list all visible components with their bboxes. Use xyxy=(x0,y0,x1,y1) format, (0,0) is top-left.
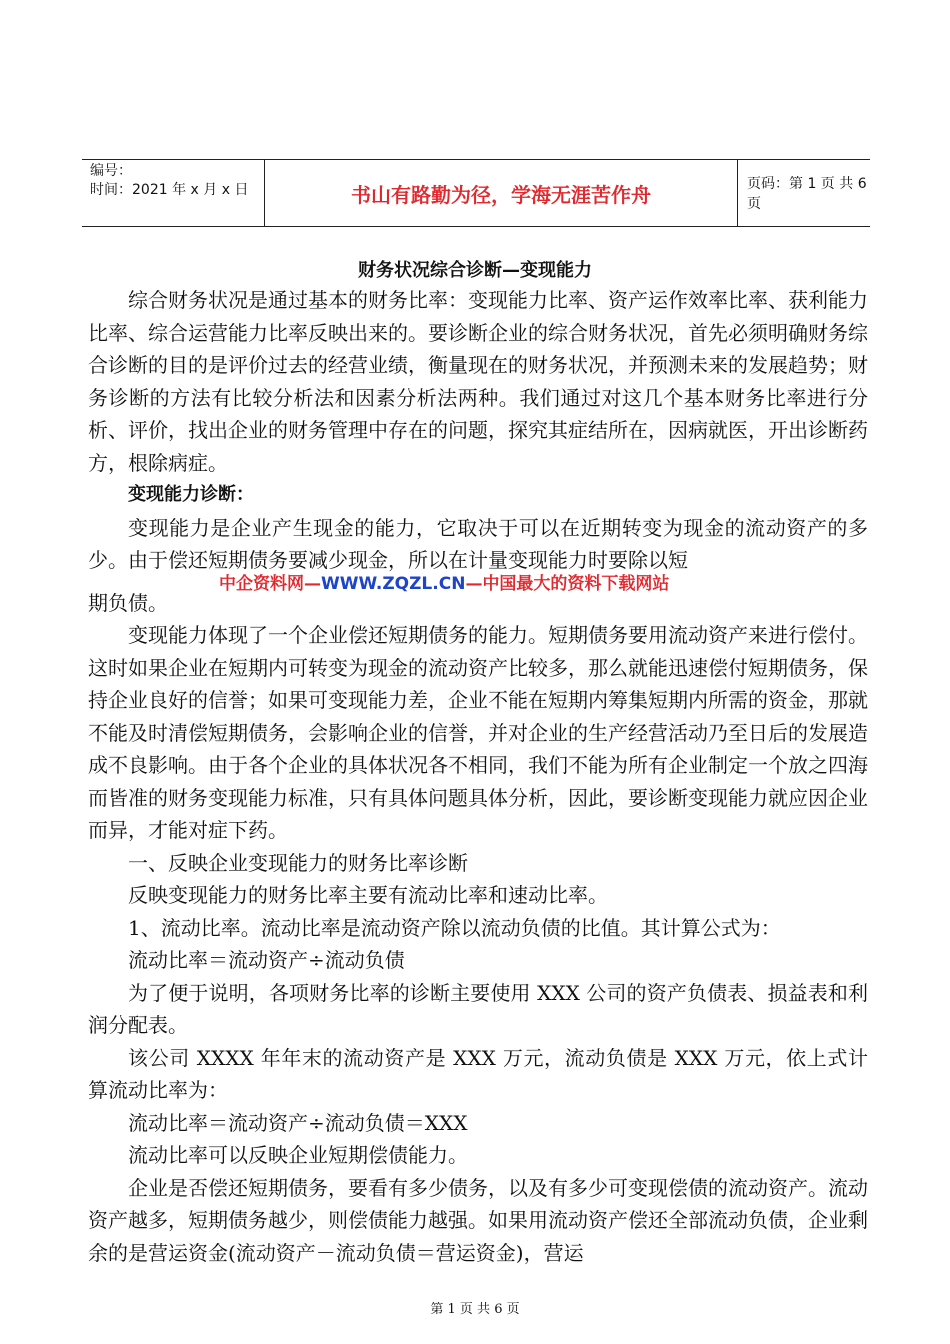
paragraph-current-ratio: 1、流动比率。流动比率是流动资产除以流动负债的比值。其计算公式为： xyxy=(128,915,781,940)
paragraph-short-term: 流动比率可以反映企业短期偿债能力。 xyxy=(128,1143,468,1167)
paragraph-ratios: 反映变现能力的财务比率主要有流动比率和速动比率。 xyxy=(128,883,608,907)
banner-url[interactable]: WWW.ZQZL.CN xyxy=(321,574,466,594)
document-body xyxy=(88,284,868,1269)
header-left-cell xyxy=(82,160,264,226)
paragraph-liquidity-def: 变现能力是企业产生现金的能力，它取决于可以在近期转变为现金的流动资产的多少。由于偿还短期债务要减少现金，所以在计量变现能力时要除以短 xyxy=(88,515,868,572)
paragraph-intro: 综合财务状况是通过基本的财务比率：变现能力比率、资产运作效率比率、获利能力比率、综合运营能力比率反映出来的。要诊断企业的综合财务状况，首先必须明确财务综合诊断的目的是评价过去的经营业绩，衡量现在的财务状况，并预测未来的发展趋势；财务诊断的方法有比较分析法和因素分析法两种。我们通过对这几个基本财务比率进行分析、评价，找出企业的财务管理中存在的问题，探究其症结所在，因病就医，开出诊断药方，根除病症。 xyxy=(88,288,868,475)
banner-dash: — xyxy=(304,574,321,594)
formula-current-ratio: 流动比率＝流动资产÷流动负债 xyxy=(128,948,405,972)
page-info: 页码：第 1 页 共 6 页 xyxy=(747,176,867,212)
paragraph-working-capital: 企业是否偿还短期债务，要看有多少债务，以及有多少可变现偿债的流动资产。流动资产越多，短期债务越少，则偿债能力越强。如果用流动资产偿还全部流动负债，企业剩余的是营运资金(流动资产－流动负债＝营运资金)，营运 xyxy=(88,1175,868,1265)
formula-current-ratio-result: 流动比率＝流动资产÷流动负债＝XXX xyxy=(128,1110,468,1135)
motto: 书山有路勤为径，学海无涯苦作舟 xyxy=(264,160,738,226)
serial-label: 编号： xyxy=(90,163,132,179)
paragraph-liquidity-ability: 变现能力体现了一个企业偿还短期债务的能力。短期债务要用流动资产来进行偿付。这时如果企业在短期内可转变为现金的流动资产比较多，那么就能迅速偿付短期债务，保持企业良好的信誉；如果可变现能力差，企业不能在短期内筹集短期内所需的资金，那就不能及时清偿短期债务，会影响企业的信誉，并对企业的生产经营活动乃至日后的发展造成不良影响。由于各个企业的具体状况各不相同，我们不能为所有企业制定一个放之四海而皆准的财务变现能力标准，只有具体问题具体分析，因此，要诊断变现能力就应因企业而异，才能对症下药。 xyxy=(88,623,868,842)
header-table xyxy=(82,159,870,227)
paragraph-explanation: 为了便于说明，各项财务比率的诊断主要使用 XXX 公司的资产负债表、损益表和利润分配表。 xyxy=(88,980,868,1037)
paragraph-company-data: 该公司 XXXX 年年末的流动资产是 XXX 万元，流动负债是 XXX 万元，依上式计算流动比率为： xyxy=(88,1045,868,1102)
banner-tagline: —中国最大的资料下载网站 xyxy=(465,574,670,594)
section-subheading: 变现能力诊断： xyxy=(128,484,254,505)
page-footer: 第 1 页 共 6 页 xyxy=(430,1302,520,1317)
banner-site-name: 中企资料网 xyxy=(219,574,304,594)
time-label: 时间：2021 年 x 月 x 日 xyxy=(90,182,249,198)
paragraph-section-one: 一、反映企业变现能力的财务比率诊断 xyxy=(128,850,468,875)
document-title: 财务状况综合诊断—变现能力 xyxy=(358,260,592,281)
paragraph-liquidity-def-cont: 期负债。 xyxy=(88,590,168,615)
site-banner[interactable] xyxy=(219,569,669,594)
